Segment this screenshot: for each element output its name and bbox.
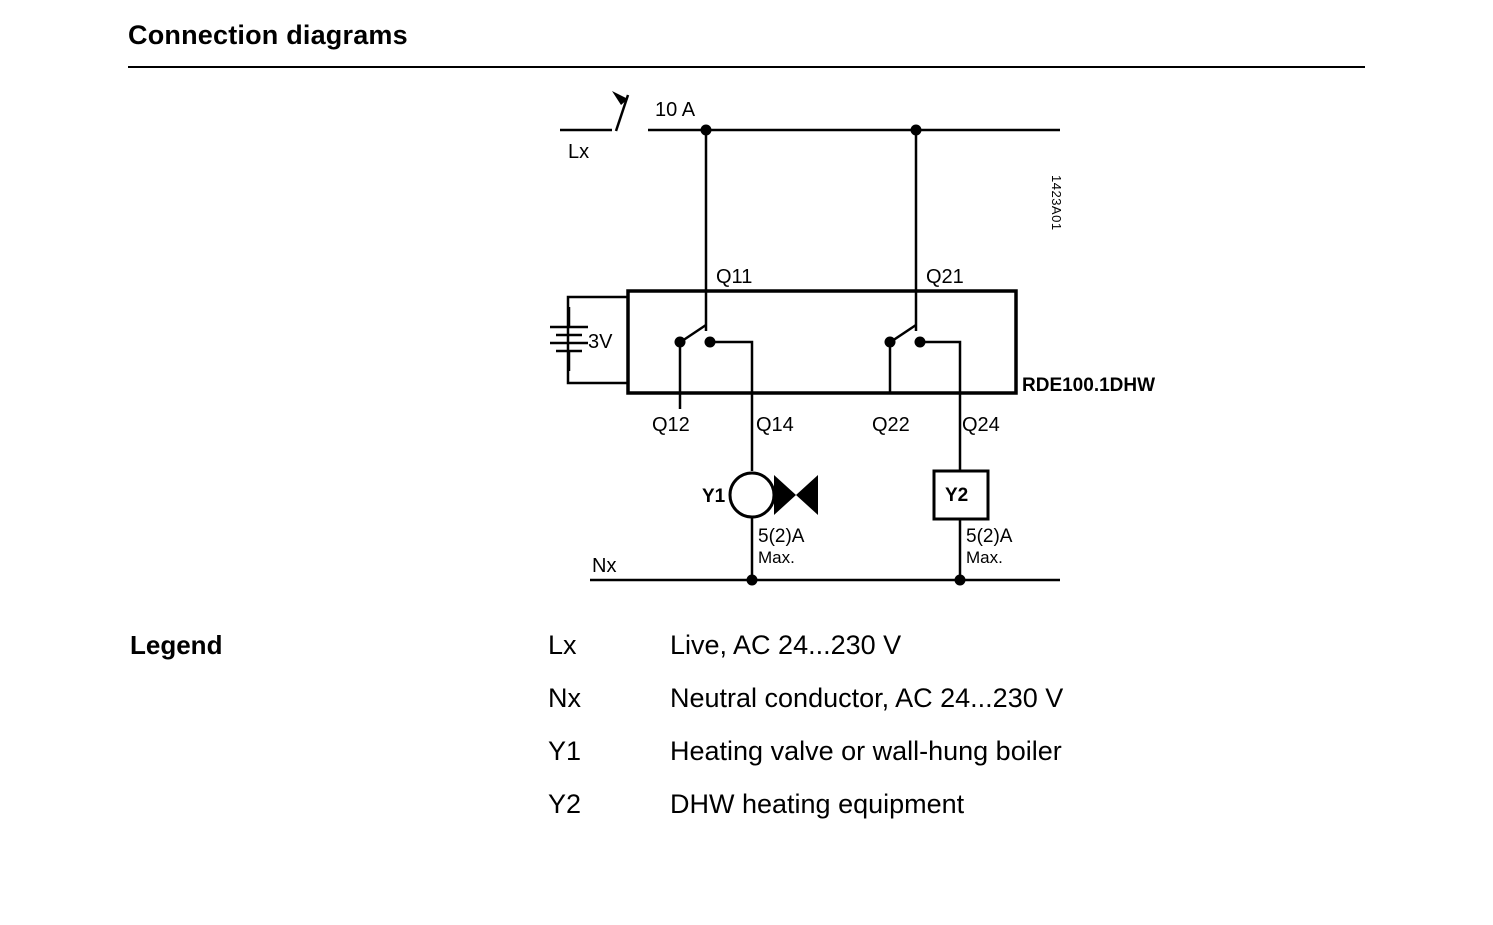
battery-label: 3V <box>588 331 613 353</box>
legend-item-key: Lx <box>548 630 577 660</box>
terminal-q12-label: Q12 <box>652 414 690 436</box>
terminal-q24-label: Q24 <box>962 414 1000 436</box>
legend-item-key: Nx <box>548 683 581 713</box>
legend-item <box>548 683 1448 736</box>
neutral-label: Nx <box>592 555 617 577</box>
load-y2-rating: 5(2)A <box>966 526 1013 547</box>
page-title: Connection diagrams <box>128 20 408 50</box>
legend-item-description: Live, AC 24...230 V <box>670 630 902 660</box>
legend-item-description: Neutral conductor, AC 24...230 V <box>670 683 1064 713</box>
legend-item-key: Y2 <box>548 789 582 819</box>
load-y1-tag: Y1 <box>702 486 726 507</box>
load-y1-rating-note: Max. <box>758 548 795 567</box>
legend-item <box>548 736 1448 789</box>
legend-list <box>548 630 1448 842</box>
legend-item <box>548 630 1448 683</box>
legend-item-description: DHW heating equipment <box>670 789 965 819</box>
terminal-q11-label: Q11 <box>716 266 753 288</box>
load-y1-rating: 5(2)A <box>758 526 805 547</box>
legend-item <box>548 789 1448 842</box>
legend-heading: Legend <box>130 630 223 660</box>
legend-item-description: Heating valve or wall-hung boiler <box>670 736 1062 766</box>
load-y2-rating-note: Max. <box>966 548 1003 567</box>
connection-diagram-svg <box>0 75 1493 605</box>
terminal-q22-label: Q22 <box>872 414 910 436</box>
legend-item-key: Y1 <box>548 736 582 766</box>
title-divider <box>128 66 1365 68</box>
connection-diagram <box>0 75 1493 605</box>
terminal-q14-label: Q14 <box>756 414 794 436</box>
terminal-q21-label: Q21 <box>926 266 964 288</box>
drawing-number-label: 1423A01 <box>1049 175 1064 231</box>
load-y2-tag: Y2 <box>945 485 969 506</box>
device-label: RDE100.1DHW <box>1022 375 1156 396</box>
live-label: Lx <box>568 141 590 163</box>
fuse-rating-label: 10 A <box>655 99 696 121</box>
